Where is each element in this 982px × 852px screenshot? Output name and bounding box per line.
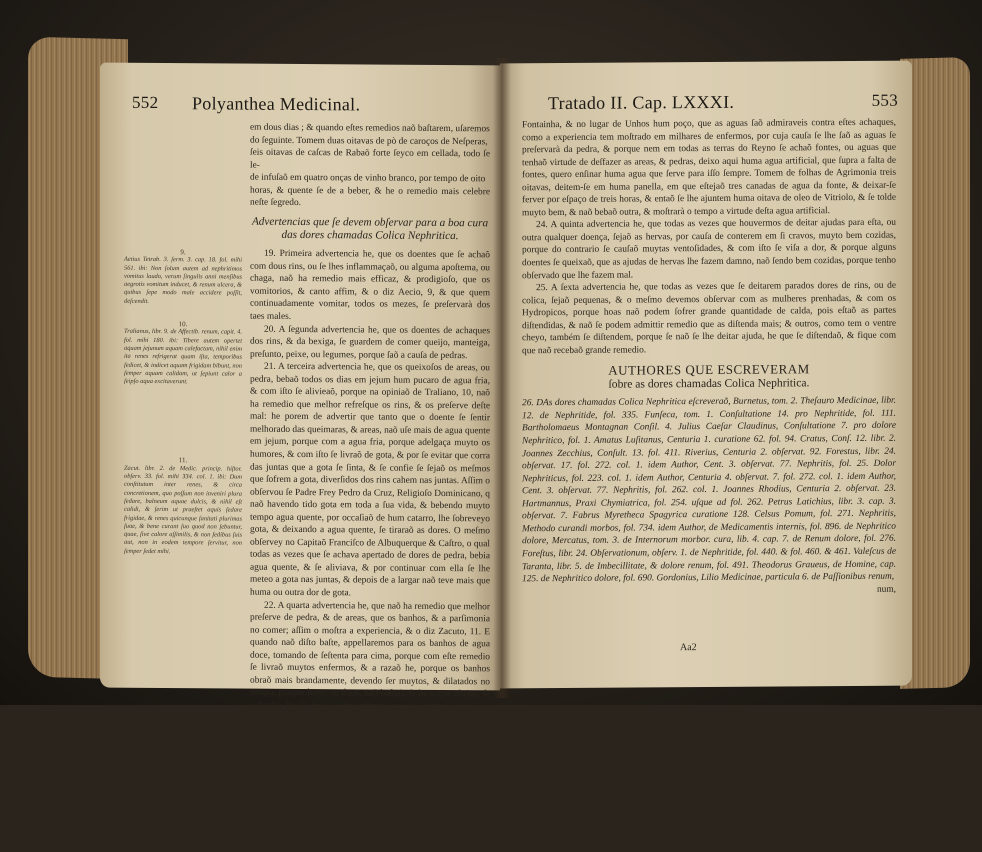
section-subheading: ſobre as dores chamadas Colica Nephritica. bbox=[608, 376, 810, 392]
margin-note: 9. Aetius Tetrab. 3. ſerm. 3. cap. 18. fol. mihi 561. ibi: Non ſolum autem ad nephritimos vomitus laudo, verum ſingulis anni menſibus aegrotis vomitum inducet, & renum ulcera, & quibus ſepe modo male accidere poſſit, deſcendit. bbox=[124, 248, 242, 305]
right-text-column bbox=[522, 117, 896, 599]
paragraph: 21. A terceira advertencia he, que os queixoſos de areas, ou pedra, bebaõ todos os dias em jejum hum pucaro de agua fria, & com iſto ſe alivieaõ, porque na opiniaõ de Traliano, 10, naõ ha remedio que melhor refreſque os rins, & os preſerve deſte mal: he porem de advertir que tanto que o doente ſe ſentir melhorado das queimaras, & areas, naõ uſe mais de agua quente em jejum, porque com a agua fria, porque adelgaça muyto os humores, & com iſto ſe livraõ de gota, & por ſe evitar que corra das juntas que a gota ſe ſinta, & ſe confie ſe ſejaõ os meſmos que ſofrem a gota, diverſidos dos rins cahem nas juntas. Aſſim o obſervou ſe Padre Frey Pedro da Cruz, Religioſo Dominicano, q naõ havendo tido gota em toda a ſua vida, & bebendo muyto tempo agua quente, por occaſiaõ de hum catarro, lhe ſobreveyo gota, & deixando a agua quente, ſe tiraraõ as dores. O meſmo obſervey no Capitaõ Franciſco de Albuquerque & Caſtro, o qual todas as vezes que ſe achava apertado de dores de pedra, bebia agua quente, & ſe aliviava, & por continuar com ella ſe lhe meteo a gota nas juntas, & depois de a largar naõ teve mais que huma ou outra dor de gota. bbox=[250, 361, 491, 599]
margin-note: 11. Zacut. libr. 2. de Medic. princip. hiſtor. obſerv. 33. fol. mihi 334. col. 1. ibi: Dum conſtitutum inter renes, & circa concretionem, quo poſſum non inveniri plura ſedare, balneum aquae dulcis, & nihil eſt calidi, & ſerim ut praeſtet aquis ſedare frigidae, & renes quicunque ſanitati plurimas ſuae, & bene curant ſuo quod non ſebuntur, quae, ſive calore aſſimilis, & non ſedibus ſuis aut, non in eodem tempore ſervitur, non ſemper ſedet mihi. bbox=[124, 456, 242, 555]
right-page bbox=[500, 61, 912, 689]
running-title: Tratado II. Cap. LXXXI. bbox=[548, 91, 735, 114]
margin-note: 10. Tralianus, libr. 9. de Affectib. renum, capit. 4. fol. mihi 180. ibi: Tibere autem opertet aquam jejunum aquam calefactam, nihil enim ita renes refrigerat quam iſta, temporibus ſedicet, & indicet aquam frigidam bibunt, non ſemper aquam calidam, ut ſepiunt calor a ſeipſo aqua excitaverunt. bbox=[124, 320, 242, 386]
page-number: 553 bbox=[871, 90, 898, 110]
paragraph: 19. Primeira advertencia he, que os doentes que ſe achaõ com dous rins, ou ſe lhes inflammaçaõ, ou alguma apoſtema, ou chaga, naõ ha remedio mais efficaz, & prodigioſo, que os vomitorios, & canto affim, & o diz Aecio, 9, & que quem continuadamente vomitar, todos os mezes, ſe preſervarà dos taes males. bbox=[250, 248, 490, 322]
book-gutter bbox=[493, 58, 511, 698]
intro-line: de infuſaõ em quatro onças de vinho branco, por tempo de oito bbox=[250, 172, 486, 185]
catchword: Fontainha, bbox=[450, 839, 490, 851]
section-heading: AUTHORES QUE ESCREVERAM bbox=[608, 361, 810, 379]
page-number: 552 bbox=[132, 92, 159, 113]
bibliography: 26. DAs dores chamadas Colica Nephritica eſcreveraõ, Burnetus, tom. 2. Theſauro Medicinae, libr. 12. de Nephritide, fol. 335. Funſeca, tom. 1. Conſultatione 14. pro Nephritide, fol. 111. Bartholomaeus Montagnan Conſil. 4. Julius Caeſar Claudinus, Conſultatione 7. pro dolore Nephritico, fol. 1. Amatus Luſitanus, Centuria 1. curatione 62. fol. 94. Cratus, Conſ. 12. libr. 2. Joannes Zecchius, Conſult. 13. fol. 411. Riverius, Centuria 2. obſervat. 92. Forestus, libr. 24. obſervat. 17. fol. 272. col. 1. idem Author, Cent. 3. obſervat. 77. Nephritis, fol. 25. Dolor Nephriticus, fol. 223. col. 1. idem Author, Centuria 4. obſervat. 7. fol. 272. col. 1. idem Author, Cent. 3. obſervat. 77. Nephritis, fol. 262. col. 1. Joannes Rhodius, Centuria 2. obſervat. 23. Hartmannus, Praxi Chymiatrica, fol. 254. uſque ad fol. 262. Petrus Latichius, libr. 3. cap. 3. obſervat. 7. Fabrus Myretheca Spagyrica curatione 128. Celsus Pomum, fol. 271. Nephritis, Methodo curandi morbos, fol. 734. idem Author, de Medicamentis internis, fol. 896. de Nephritico dolore, Mercatus, tom. 3. de Internorum morbor. cura, lib. 4. cap. 7. de Renum dolore, fol. 276. Foreſtus, libr. 24. Obſervationum, obſerv. 1. de Nephritide, fol. 440. & fol. 460. & 461. Valeſcus de Taranta, libr. 5. de Imbecillitate, & dolore renum, fol. 491. Theodorus Graueus, de Homine, cap. 125. de Nephritico dolore, fol. 690. Gordonius, Lilio Medicinae, particula 6. de Paſſionibus renum, bbox=[522, 396, 896, 585]
running-title: Polyanthea Medicinal. bbox=[192, 93, 361, 115]
paragraph: 23. Finalmente devem beber ſempre agua de alguma fonte, que tenha virtude de limpar, & de deſobſtruir, & de fazer ourinar os rins, & a bexiga, & de lançar fòra os humores viſcoſos, & tartaroſos, que naquelles partes ſe criaõ. Os que moraõ em Lisboa, bebaõ a agua da Fonte ſita no Campo do Curral, chamada a Fonte do Grilo, & a de Vemlaõ, dentro da porta de S. Luis, que moſtra a experiencia que lhe ha, & os que ſe achaõ dentro de Lisboa, & os de fora uſem da agua do Campo, que ſeja hum dos mais uſados para os males dos rins. bbox=[250, 725, 490, 838]
paragraph: 22. A quarta advertencia he, que naõ ha remedio que melhor preſerve de pedra, & de areas, que os banhos, & a parſimonia no comer; aſſim o moſtra a experiencia, & o diz Zacuto, 11. E quando naõ diſto baſte, appellaremos para os banhos de agua doce, tomando de ſeſtenta para cima, porque com eſte remedio ſe livraõ muytos enfermos, & a razaõ he, porque os banhos obraõ mais brandamente, devendo ſer muytos, & dilatados no tempo, porque hum, ou dous, naõ baſtaõ, & he o que obriga, ſe o banho for ſó buſta, e faz effeyto com ſe continuar, mas no tempo que naõ aproveitaõ. bbox=[250, 600, 490, 724]
left-text-column bbox=[250, 122, 490, 852]
catchword: num, bbox=[876, 584, 896, 595]
intro-line: horas, & quente ſe de a beber, & he o remedio mais celebre neſte ſegredo. bbox=[250, 185, 490, 209]
section-heading: Advertencias que ſe devem obſervar para a boa cura das dores chamadas Colica Nephritica. bbox=[251, 215, 489, 243]
intro-line: do ſeguinte. Tomem duas oitavas de pò de caroços de Neſperas, bbox=[250, 135, 488, 147]
paragraph: Fontainha, & no lugar de Unhos hum poço, que as aguas ſaõ admiraveis contra eſtes achaques, como a experiencia tem moſtrado em milhares de enfermos, por cuja cauſa ſe lhe ſaõ as aguas ſe preſervarà da pedra, & porque nem em todas as terras do Reyno ſe achaõ fontes, ou aguas que tenhaõ virtude de deſfazer as areas, & pedras, deixo aqui huma agua artificial, que ſupra a falta de fontes, quero enſinar huma agua que ſerve para iſſo ſempre. Tomem de folhas de Agrimonia treis oitavas, deitem-ſe em huma panella, em que eſtejaõ tres canadas de agua da fonte, & deixar-ſe ferver por eſpaço de treis horas, & entaõ ſe lhe ajuntem huma oitava de oleo de Vitriolo, & ſe tolde muyto bem, & naõ bebaõ outra, & moſtrarà o tempo a virtude deſta agua artificial. bbox=[522, 117, 896, 219]
paragraph: 20. A ſegunda advertencia he, que os doentes de achaques dos rins, & da bexiga, ſe guardem de comer queijo, manteiga, preſunto, peixe, ou legumes, porque ſaõ a cauſa de pedras. bbox=[250, 324, 490, 361]
margin-notes bbox=[124, 248, 242, 565]
paragraph: 25. A ſexta advertencia he, que todas as vezes que ſe deitarem parados dores de rins, ou de colica, ſejaõ pequenas, & o meſmo devemos obſervar com as mulheres prenhadas, & com os Hydropicos, porque hoas naõ podem ſofrer grande quantidade de calda, pois eſtaõ as partes diſtendidas, & naõ ſe podem admittir remedio que as diſtenda mais; & outros, como tem o ventre cheyo, também ſe diſtendem, porque ſe naõ ſe lhe deitar ajuda, he que ſe diſtendaõ, & fique com que naõ recebaõ grande remedio. bbox=[522, 280, 896, 357]
paragraph: 24. A quinta advertencia he, que todas as vezes que houvermos de deitar ajudas para eſta, ou outra qualquer doença, ſejaõ as hervas, por cauſa de conterem em ſi cravos, muyto bem cozidas, porque do contrario ſe cauſaõ muytas ventoſidades, & com iſto ſe viſa a dor, & porque alguns doentes ſe queixaõ, que as ajudas de hervas lhe fazem damno, naõ ſendo bem cozidas, porque tenho obſervado que lhe fazem mal. bbox=[522, 218, 896, 281]
intro-line: ſeis oitavas de caſcas de Rabaõ forte ſeyco em cellada, todo ſe le- bbox=[250, 147, 490, 171]
intro-line: em dous dias ; & quando eſtes remedios naõ baſtarem, uſaremos bbox=[250, 122, 490, 135]
left-page bbox=[100, 63, 500, 851]
signature-mark: Aa2 bbox=[680, 642, 697, 654]
